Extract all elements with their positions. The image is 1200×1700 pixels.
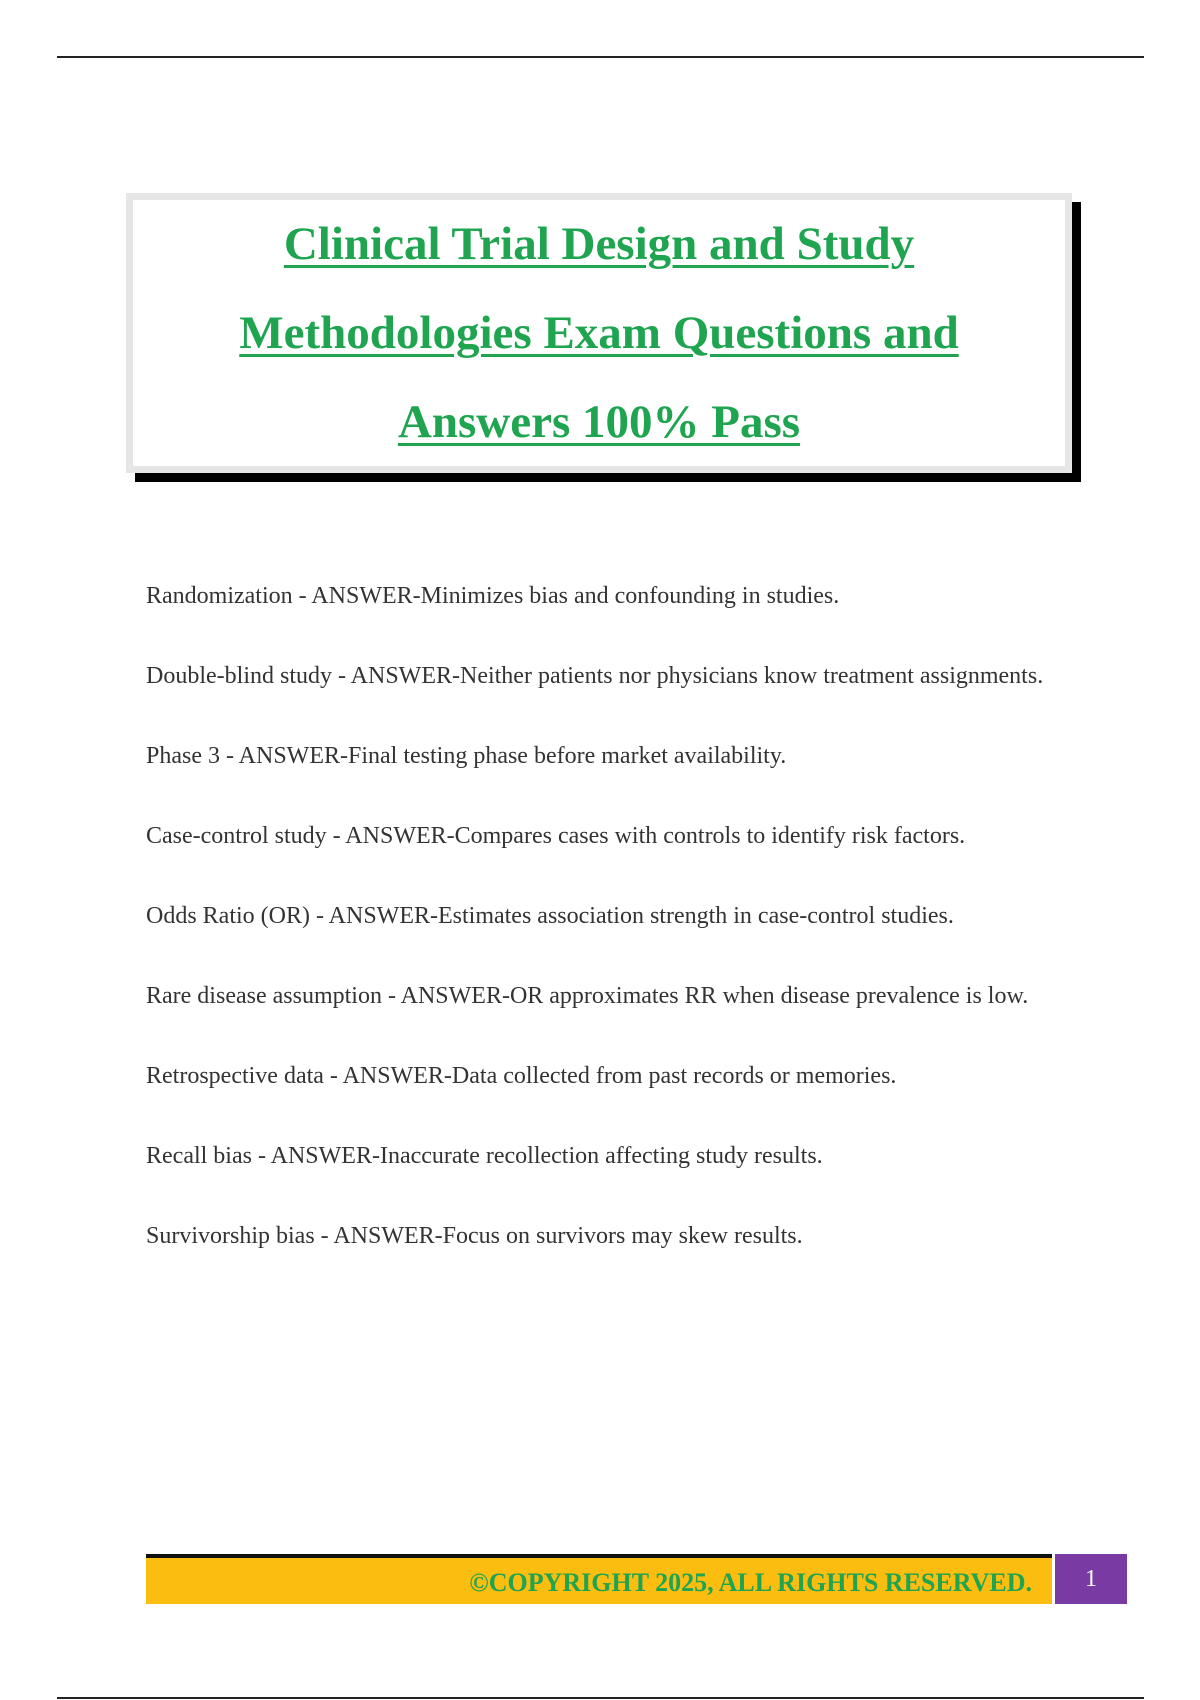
top-rule: [57, 56, 1144, 58]
page-number: 1: [1055, 1554, 1127, 1604]
qa-list: [146, 565, 1046, 1285]
bottom-rule: [57, 1697, 1144, 1699]
qa-item: Survivorship bias - ANSWER-Focus on survivors may skew results.: [146, 1223, 803, 1249]
title-line-1: [284, 200, 914, 289]
title-line-2: Methodologies Exam Questions and: [239, 306, 959, 359]
footer-bar: [146, 1554, 1052, 1604]
qa-item: Recall bias - ANSWER-Inaccurate recollection affecting study results.: [146, 1143, 823, 1169]
title-box: [126, 193, 1072, 473]
title-line-1-text: Clinical Trial Design and Study: [283, 217, 915, 270]
qa-item: Case-control study - ANSWER-Compares cases with controls to identify risk factors.: [146, 823, 966, 849]
qa-item: Rare disease assumption - ANSWER-OR approximates RR when disease prevalence is low.: [146, 983, 1029, 1009]
qa-item: Double-blind study - ANSWER-Neither patients nor physicians know treatment assignments.: [146, 663, 1044, 689]
qa-item: Randomization - ANSWER-Minimizes bias and confounding in studies.: [146, 583, 840, 609]
qa-item: Retrospective data - ANSWER-Data collected from past records or memories.: [146, 1063, 897, 1089]
qa-item: Odds Ratio (OR) - ANSWER-Estimates association strength in case-control studies.: [146, 903, 954, 929]
title-line-3: Answers 100% Pass: [397, 395, 801, 448]
qa-item: Phase 3 - ANSWER-Final testing phase before market availability.: [146, 743, 787, 769]
copyright-text: ©COPYRIGHT 2025, ALL RIGHTS RESERVED.: [469, 1568, 1032, 1597]
